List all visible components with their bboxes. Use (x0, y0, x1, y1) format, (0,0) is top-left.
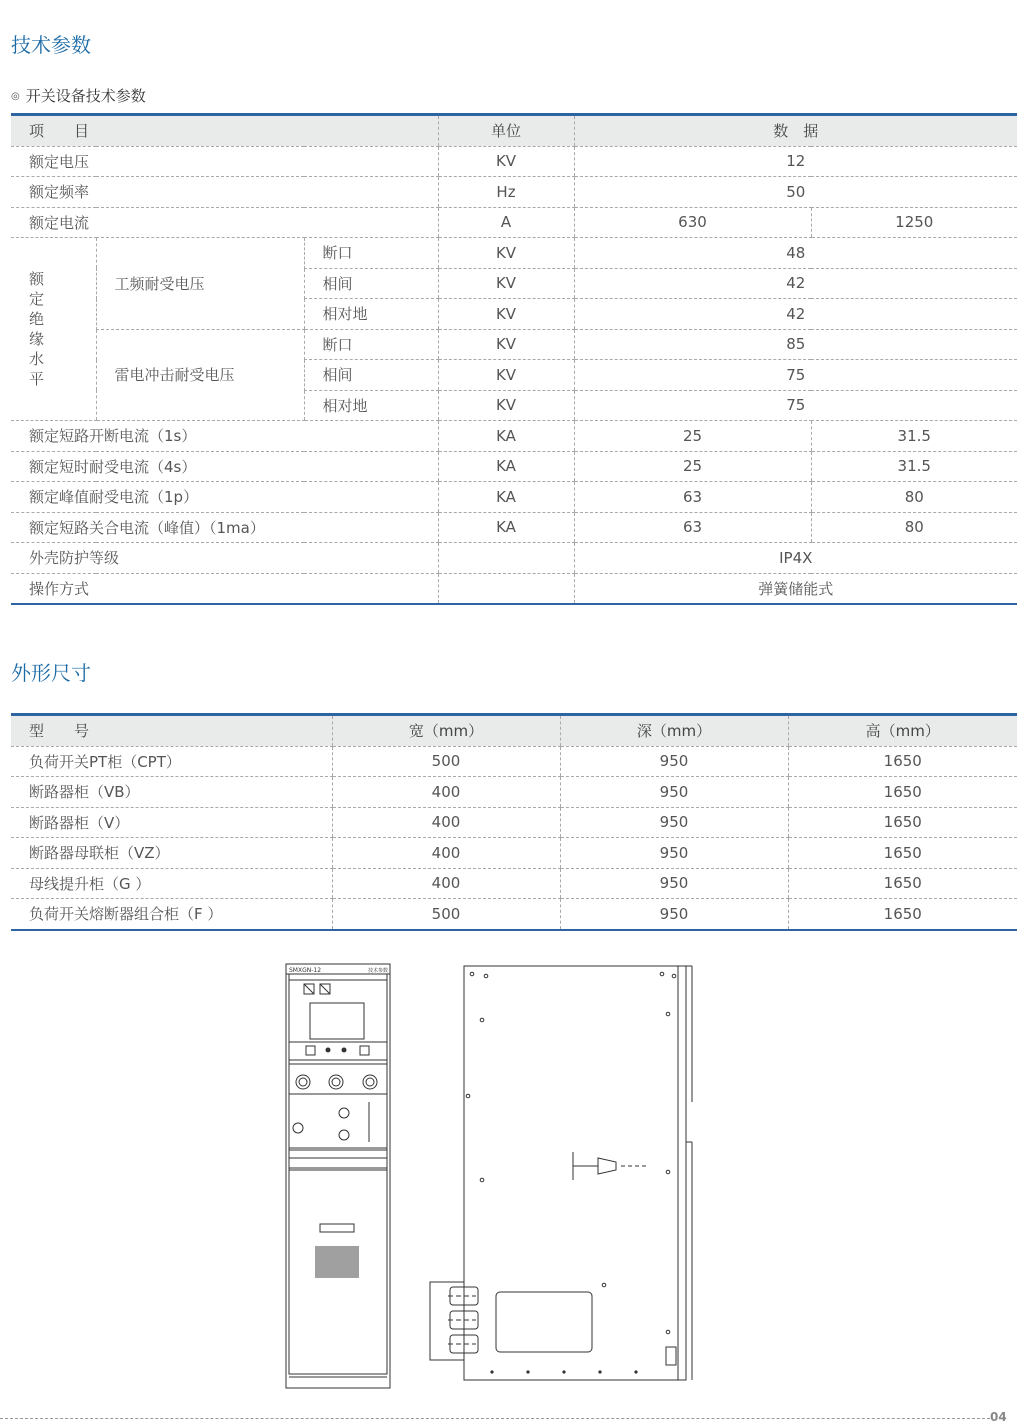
table-row: 额定电流 A 630 1250 (11, 207, 1017, 238)
table-row: 额定频率 Hz 50 (11, 177, 1017, 208)
table-row: 雷电冲击耐受电压 断口 KV 85 (11, 329, 1017, 360)
table-row: 负荷开关PT柜（CPT） 500 950 1650 (11, 746, 1017, 777)
table-row: 相间 KV 75 (11, 360, 1017, 391)
footer-divider (0, 1418, 990, 1419)
section-title-dimensions: 外形尺寸 (11, 661, 91, 685)
table-row: 断路器柜（VB） 400 950 1650 (11, 777, 1017, 808)
table-row: 操作方式 弹簧储能式 (11, 573, 1017, 604)
table-row: 外壳防护等级 IP4X (11, 543, 1017, 574)
bullet-icon: ◎ (11, 91, 20, 102)
table-row: 断路器柜（V） 400 950 1650 (11, 807, 1017, 838)
section-title-specs: 技术参数 (11, 33, 91, 57)
header-data: 数 据 (574, 115, 1017, 147)
table-row: 额定峰值耐受电流（1p） KA 63 80 (11, 482, 1017, 513)
header-item: 项 目 (11, 115, 438, 147)
table-row: 额定短时耐受电流（4s） KA 25 31.5 (11, 451, 1017, 482)
cabinet-front-view-drawing (284, 962, 392, 1392)
table-row: 额定短路开断电流（1s） KA 25 31.5 (11, 421, 1017, 452)
table-subtitle: ◎ 开关设备技术参数 (11, 87, 146, 105)
table-row: 额定短路关合电流（峰值）（1ma） KA 63 80 (11, 512, 1017, 543)
table-row: 额 定 绝 缘 水 平 工频耐受电压 断口 KV 48 (11, 238, 1017, 269)
spec-table (11, 113, 1017, 605)
table-row: 相对地 KV 42 (11, 299, 1017, 330)
drawing-label-right: 技术参数 (368, 968, 389, 974)
header-unit: 单位 (438, 115, 574, 147)
table-row: 负荷开关熔断器组合柜（F ） 500 950 1650 (11, 899, 1017, 930)
table-header-row (11, 115, 1017, 147)
table-row: 相间 KV 42 (11, 268, 1017, 299)
insulation-label: 额 定 绝 缘 水 平 (11, 238, 96, 421)
lightning-label: 雷电冲击耐受电压 (96, 329, 304, 421)
table-header-row: 型 号 宽（mm） 深（mm） 高（mm） (11, 715, 1017, 747)
table-row: 母线提升柜（G ） 400 950 1650 (11, 868, 1017, 899)
cabinet-side-view-drawing (426, 962, 698, 1384)
table-row: 相对地 KV 75 (11, 390, 1017, 421)
drawing-label: SMXGN-12 (289, 967, 322, 974)
table-row: 额定电压 KV 12 (11, 146, 1017, 177)
table-row: 断路器母联柜（VZ） 400 950 1650 (11, 838, 1017, 869)
dimensions-table (11, 713, 1017, 931)
power-freq-label: 工频耐受电压 (96, 238, 304, 330)
page-number: 04 (990, 1410, 1007, 1424)
